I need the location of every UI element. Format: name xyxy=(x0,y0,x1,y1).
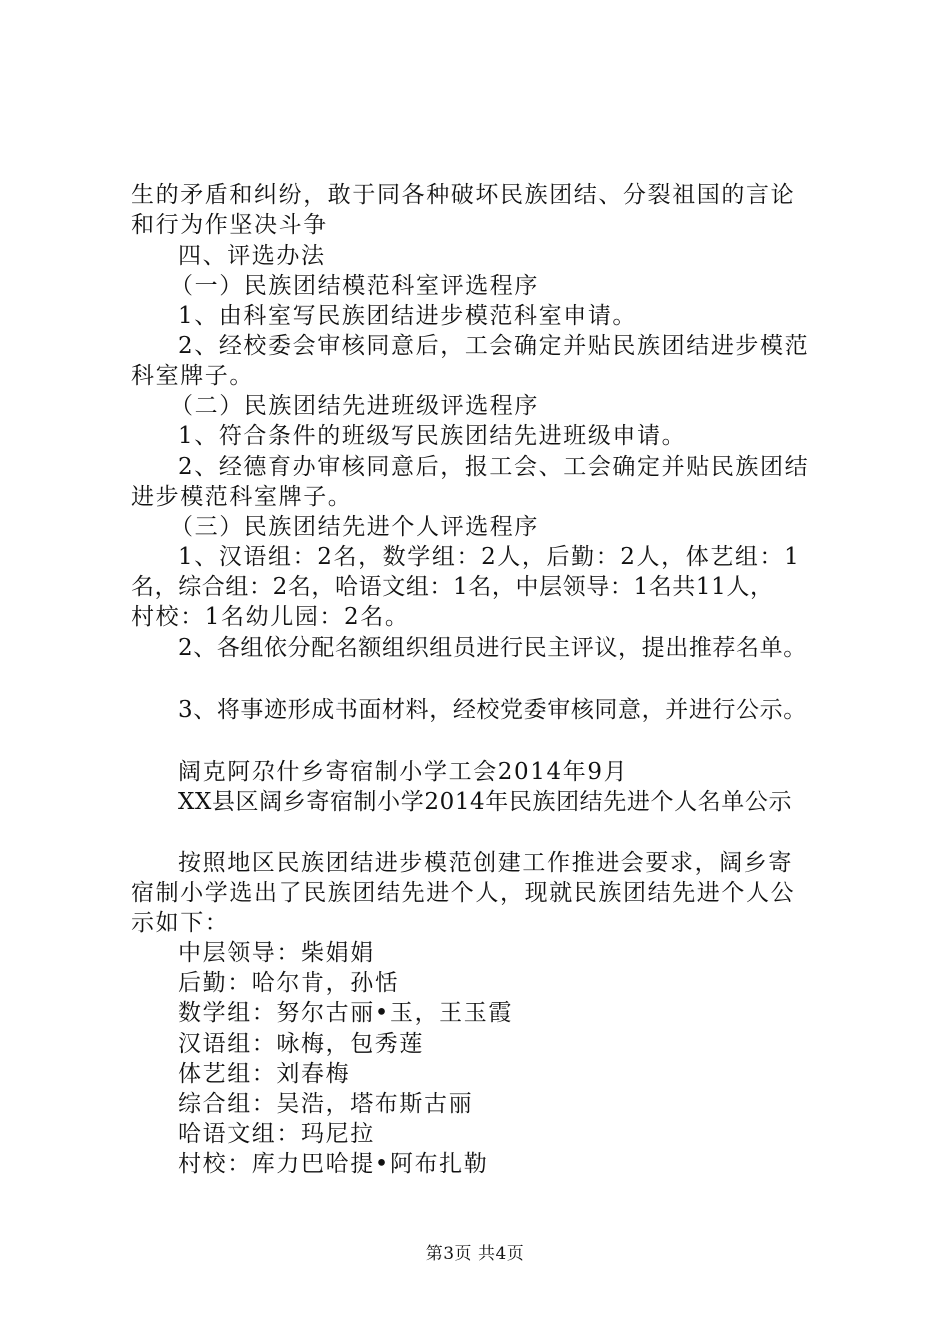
text-line: 进步模范科室牌子。 xyxy=(131,484,353,510)
list-item: 体艺组：刘春梅 xyxy=(178,1061,351,1087)
text-line: 按照地区民族团结进步模范创建工作推进会要求，阔乡寄 xyxy=(178,850,793,876)
text-line: 2、经德育办审核同意后，报工会、工会确定并贴民族团结 xyxy=(178,454,810,480)
subsection-heading: （三）民族团结先进个人评选程序 xyxy=(170,514,539,540)
text-line: 示如下： xyxy=(131,910,230,936)
list-item: 村校：库力巴哈提•阿布扎勒 xyxy=(178,1151,489,1177)
subsection-heading: （二）民族团结先进班级评选程序 xyxy=(170,393,539,419)
text-line: 和行为作坚决斗争 xyxy=(131,212,328,238)
text-line: 2、各组依分配名额组织组员进行民主评议，提出推荐名单。 xyxy=(178,635,807,661)
section-heading: 四、评选办法 xyxy=(178,243,326,269)
list-item: 综合组：吴浩，塔布斯古丽 xyxy=(178,1091,474,1117)
text-line: 1、汉语组：2名，数学组：2人，后勤：2人，体艺组：1 xyxy=(178,544,801,570)
text-line: 宿制小学选出了民族团结先进个人，现就民族团结先进个人公 xyxy=(131,880,796,906)
list-item: 数学组：努尔古丽•玉，王玉霞 xyxy=(178,1000,513,1026)
page-number: 第3页 共4页 xyxy=(425,1244,525,1264)
text-line: 3、将事迹形成书面材料，经校党委审核同意，并进行公示。 xyxy=(178,697,807,723)
text-line: 2、经校委会审核同意后，工会确定并贴民族团结进步模范 xyxy=(178,333,810,359)
list-item: 汉语组：咏梅，包秀莲 xyxy=(178,1031,424,1057)
list-item: 中层领导：柴娟娟 xyxy=(178,940,375,966)
text-line: 科室牌子。 xyxy=(131,363,254,389)
list-item: 哈语文组：玛尼拉 xyxy=(178,1121,375,1147)
signature-line: 阔克阿尕什乡寄宿制小学工会2014年9月 xyxy=(178,759,629,785)
text-line: 名，综合组：2名，哈语文组：1名，中层领导：1名共11人， xyxy=(131,574,774,600)
subsection-heading: （一）民族团结模范科室评选程序 xyxy=(170,273,539,299)
notice-title: XX县区阔乡寄宿制小学2014年民族团结先进个人名单公示 xyxy=(178,789,793,815)
text-line: 生的矛盾和纠纷，敢于同各种破坏民族团结、分裂祖国的言论 xyxy=(131,182,796,208)
list-item: 后勤：哈尔肯，孙恬 xyxy=(178,970,400,996)
text-line: 1、符合条件的班级写民族团结先进班级申请。 xyxy=(178,423,687,449)
text-line: 1、由科室写民族团结进步模范科室申请。 xyxy=(178,303,638,329)
text-line: 村校：1名幼儿园：2名。 xyxy=(131,604,410,630)
